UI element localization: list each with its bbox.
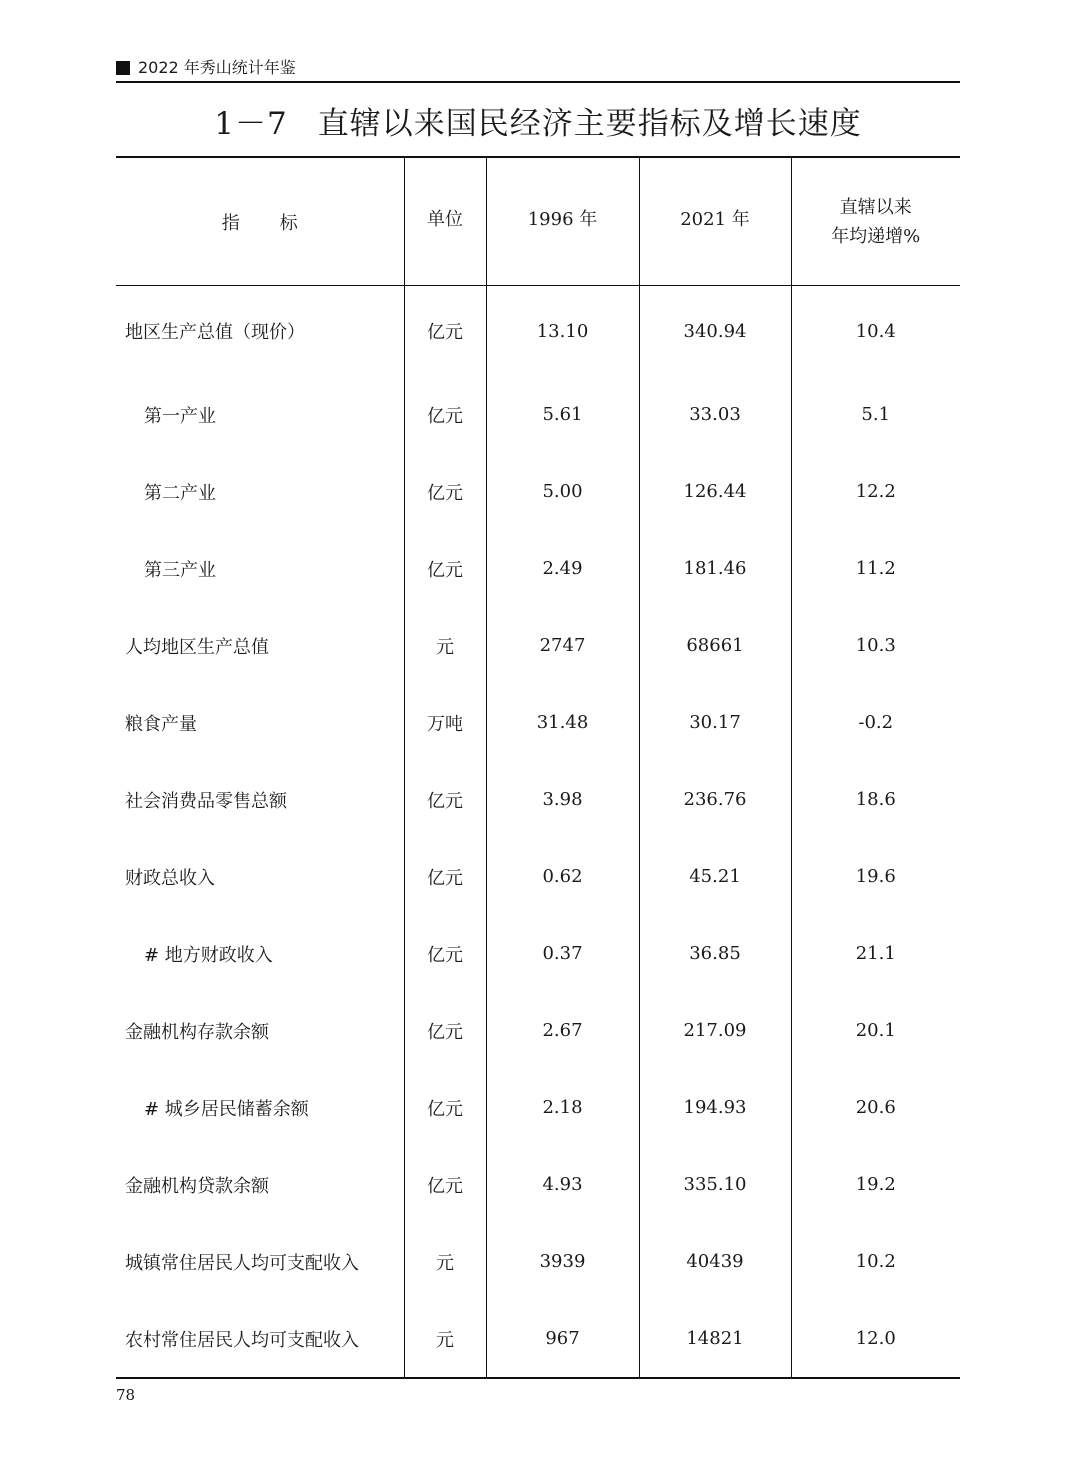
running-head-text: 2022 年秀山统计年鉴	[138, 58, 296, 77]
row-value-1996: 31.48	[486, 684, 639, 761]
row-value-1996: 2.49	[486, 530, 639, 607]
row-value-1996: 3.98	[486, 761, 639, 838]
row-value-1996: 3939	[486, 1223, 639, 1300]
row-value-1996: 4.93	[486, 1146, 639, 1223]
row-growth-rate: 10.4	[791, 286, 960, 377]
statistics-table	[116, 156, 960, 1379]
row-value-1996: 2747	[486, 607, 639, 684]
row-growth-rate: 20.1	[791, 992, 960, 1069]
table-row	[116, 1300, 960, 1378]
row-value-1996: 2.18	[486, 1069, 639, 1146]
table-row	[116, 838, 960, 915]
table-row	[116, 915, 960, 992]
header-rule	[116, 81, 960, 83]
row-value-2021: 217.09	[639, 992, 791, 1069]
row-unit: 亿元	[404, 915, 486, 992]
row-indicator: 地区生产总值（现价）	[125, 322, 305, 343]
row-value-2021: 36.85	[639, 915, 791, 992]
row-value-2021: 236.76	[639, 761, 791, 838]
table-title	[116, 104, 960, 144]
row-indicator: 财政总收入	[125, 867, 215, 889]
header-year-2021: 2021 年	[639, 157, 791, 286]
table-row	[116, 1146, 960, 1223]
running-head	[116, 58, 296, 78]
row-indicator: 第一产业	[144, 405, 216, 427]
row-value-1996: 5.61	[486, 376, 639, 453]
row-indicator: # 地方财政收入	[144, 944, 273, 966]
row-indicator: 粮食产量	[125, 713, 197, 735]
row-value-2021: 335.10	[639, 1146, 791, 1223]
row-growth-rate: 18.6	[791, 761, 960, 838]
row-growth-rate: 21.1	[791, 915, 960, 992]
row-growth-rate: 19.6	[791, 838, 960, 915]
header-indicator: 指 标	[116, 157, 404, 286]
table-row	[116, 1069, 960, 1146]
table-row	[116, 992, 960, 1069]
row-value-2021: 33.03	[639, 376, 791, 453]
row-value-2021: 340.94	[639, 286, 791, 377]
row-value-2021: 30.17	[639, 684, 791, 761]
row-value-2021: 14821	[639, 1300, 791, 1378]
row-value-2021: 45.21	[639, 838, 791, 915]
row-indicator: 人均地区生产总值	[125, 636, 269, 658]
table-row	[116, 684, 960, 761]
statistics-table-container	[116, 156, 960, 1379]
table-title-text: 直辖以来国民经济主要指标及增长速度	[317, 106, 862, 142]
row-unit: 亿元	[404, 1069, 486, 1146]
row-unit: 元	[404, 1223, 486, 1300]
row-growth-rate: 10.2	[791, 1223, 960, 1300]
page-number: 78	[116, 1386, 136, 1404]
black-square-icon	[116, 61, 130, 75]
header-row	[116, 157, 960, 286]
row-value-2021: 68661	[639, 607, 791, 684]
table-body	[116, 286, 960, 1379]
row-indicator: 农村常住居民人均可支配收入	[125, 1329, 359, 1351]
row-value-1996: 5.00	[486, 453, 639, 530]
row-growth-rate: 12.0	[791, 1300, 960, 1378]
row-value-1996: 2.67	[486, 992, 639, 1069]
row-unit: 元	[404, 1300, 486, 1378]
table-row	[116, 530, 960, 607]
row-value-2021: 40439	[639, 1223, 791, 1300]
table-row	[116, 376, 960, 453]
row-indicator: 社会消费品零售总额	[125, 790, 287, 812]
row-growth-rate: -0.2	[791, 684, 960, 761]
table-row	[116, 607, 960, 684]
row-unit: 万吨	[404, 684, 486, 761]
row-unit: 亿元	[404, 453, 486, 530]
row-value-2021: 194.93	[639, 1069, 791, 1146]
row-growth-rate: 12.2	[791, 453, 960, 530]
table-row	[116, 453, 960, 530]
row-growth-rate: 5.1	[791, 376, 960, 453]
row-value-1996: 967	[486, 1300, 639, 1378]
table-number: 1－7	[214, 106, 288, 142]
row-growth-rate: 20.6	[791, 1069, 960, 1146]
row-indicator: # 城乡居民储蓄余额	[144, 1098, 309, 1120]
row-indicator: 城镇常住居民人均可支配收入	[125, 1252, 359, 1274]
row-growth-rate: 19.2	[791, 1146, 960, 1223]
row-growth-rate: 10.3	[791, 607, 960, 684]
row-value-2021: 181.46	[639, 530, 791, 607]
row-indicator: 第三产业	[144, 559, 216, 581]
row-value-1996: 0.62	[486, 838, 639, 915]
row-unit: 元	[404, 607, 486, 684]
table-row	[116, 286, 960, 377]
row-unit: 亿元	[404, 376, 486, 453]
row-indicator: 金融机构贷款余额	[125, 1175, 269, 1197]
row-unit: 亿元	[404, 1146, 486, 1223]
row-growth-rate: 11.2	[791, 530, 960, 607]
row-unit: 亿元	[404, 992, 486, 1069]
row-value-2021: 126.44	[639, 453, 791, 530]
row-unit: 亿元	[404, 286, 486, 377]
table-row	[116, 1223, 960, 1300]
row-unit: 亿元	[404, 761, 486, 838]
header-growth: 直辖以来 年均递增%	[791, 157, 960, 286]
row-value-1996: 0.37	[486, 915, 639, 992]
row-indicator: 第二产业	[144, 482, 216, 504]
row-unit: 亿元	[404, 530, 486, 607]
header-year-1996: 1996 年	[486, 157, 639, 286]
row-unit: 亿元	[404, 838, 486, 915]
row-value-1996: 13.10	[486, 286, 639, 377]
table-row	[116, 761, 960, 838]
header-unit: 单位	[404, 157, 486, 286]
table-header	[116, 157, 960, 286]
row-indicator: 金融机构存款余额	[125, 1021, 269, 1043]
